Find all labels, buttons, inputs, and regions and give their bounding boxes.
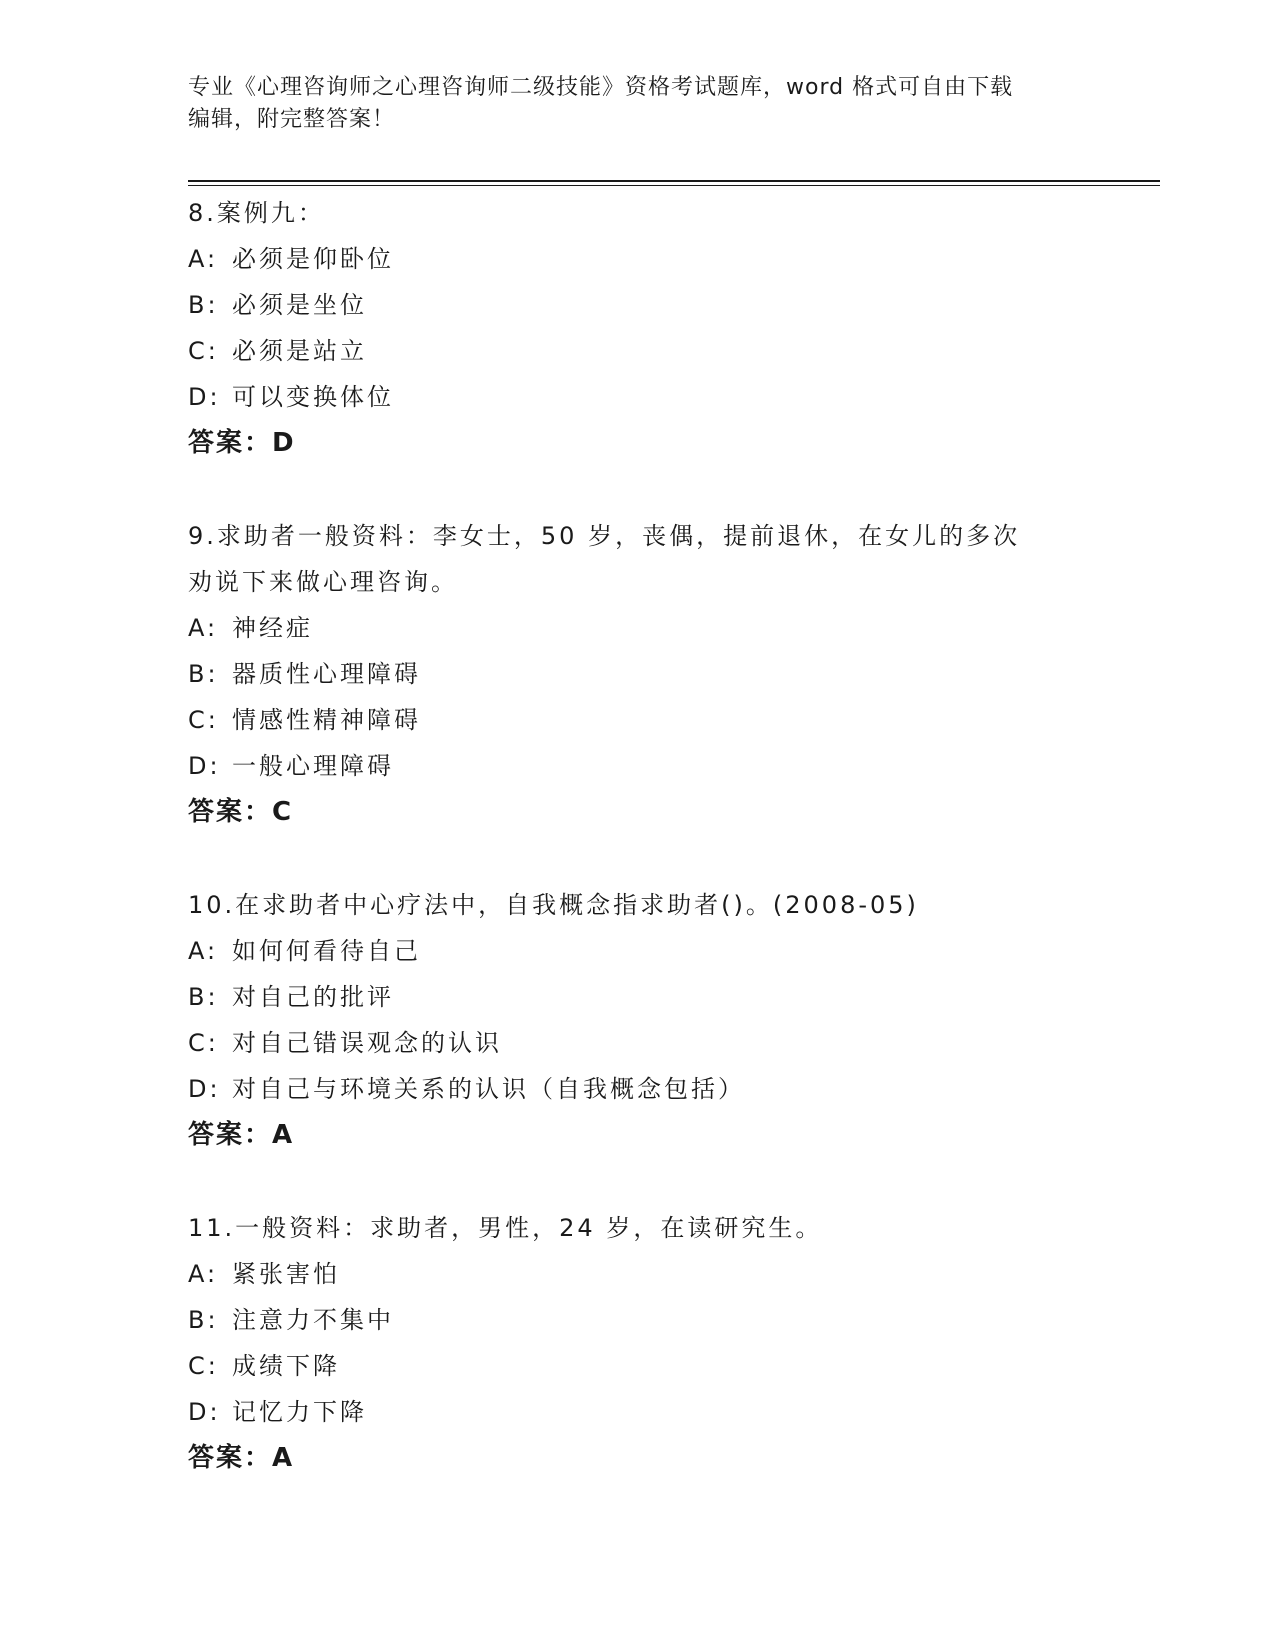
header-divider <box>188 180 1160 182</box>
answer-option <box>188 651 1088 697</box>
option-letter: B: <box>188 291 219 319</box>
answer-option <box>188 1066 1088 1112</box>
option-letter: C: <box>188 337 219 365</box>
option-text: 神经症 <box>232 614 313 642</box>
answer-option <box>188 605 1088 651</box>
option-letter: A: <box>188 614 219 642</box>
question-stem: 劝说下来做心理咨询。 <box>188 568 458 596</box>
option-text: 必须是坐位 <box>232 291 367 319</box>
option-letter: B: <box>188 660 219 688</box>
option-text: 如何何看待自己 <box>232 937 421 965</box>
answer-option <box>188 974 1088 1020</box>
answer-key: 答案：D <box>188 428 296 458</box>
option-text: 对自己与环境关系的认识（自我概念包括） <box>232 1075 745 1103</box>
option-text: 器质性心理障碍 <box>232 660 421 688</box>
header-divider-thin <box>188 185 1160 186</box>
option-letter: B: <box>188 1306 219 1334</box>
option-text: 记忆力下降 <box>232 1398 367 1426</box>
answer-key: 答案：A <box>188 1443 295 1473</box>
answer-option <box>188 374 1088 420</box>
option-text: 必须是站立 <box>232 337 367 365</box>
header-line-2: 编辑，附完整答案！ <box>188 107 396 132</box>
question-stem: 8.案例九： <box>188 199 325 227</box>
option-letter: C: <box>188 706 219 734</box>
answer-option <box>188 1020 1088 1066</box>
question-block <box>188 513 1088 835</box>
answer-option <box>188 1389 1088 1435</box>
option-letter: C: <box>188 1352 219 1380</box>
answer-option <box>188 236 1088 282</box>
option-text: 对自己的批评 <box>232 983 394 1011</box>
option-letter: A: <box>188 245 219 273</box>
answer-key: 答案：A <box>188 1120 295 1150</box>
option-letter: C: <box>188 1029 219 1057</box>
answer-key: 答案：C <box>188 797 294 827</box>
option-text: 注意力不集中 <box>232 1306 394 1334</box>
option-letter: A: <box>188 1260 219 1288</box>
option-letter: D: <box>188 383 221 411</box>
answer-option <box>188 928 1088 974</box>
question-block <box>188 882 1088 1158</box>
option-text: 一般心理障碍 <box>232 752 394 780</box>
option-text: 必须是仰卧位 <box>232 245 394 273</box>
answer-option <box>188 282 1088 328</box>
header-line-1: 专业《心理咨询师之心理咨询师二级技能》资格考试题库，word 格式可自由下载 <box>188 75 1014 100</box>
question-stem: 10.在求助者中心疗法中，自我概念指求助者()。(2008-05) <box>188 891 919 919</box>
option-text: 对自己错误观念的认识 <box>232 1029 502 1057</box>
question-stem: 9.求助者一般资料：李女士，50 岁，丧偶，提前退休，在女儿的多次 <box>188 522 1021 550</box>
option-letter: D: <box>188 1398 221 1426</box>
answer-option <box>188 697 1088 743</box>
option-letter: D: <box>188 752 221 780</box>
document-header <box>188 72 1068 136</box>
option-text: 紧张害怕 <box>232 1260 340 1288</box>
question-block <box>188 190 1088 466</box>
option-letter: D: <box>188 1075 221 1103</box>
question-block <box>188 1205 1088 1481</box>
option-text: 可以变换体位 <box>232 383 394 411</box>
option-text: 情感性精神障碍 <box>232 706 421 734</box>
option-letter: A: <box>188 937 219 965</box>
answer-option <box>188 743 1088 789</box>
answer-option <box>188 1251 1088 1297</box>
answer-option <box>188 1343 1088 1389</box>
question-stem: 11.一般资料：求助者，男性，24 岁，在读研究生。 <box>188 1214 823 1242</box>
question-list <box>188 190 1088 1528</box>
answer-option <box>188 328 1088 374</box>
option-letter: B: <box>188 983 219 1011</box>
option-text: 成绩下降 <box>232 1352 340 1380</box>
answer-option <box>188 1297 1088 1343</box>
